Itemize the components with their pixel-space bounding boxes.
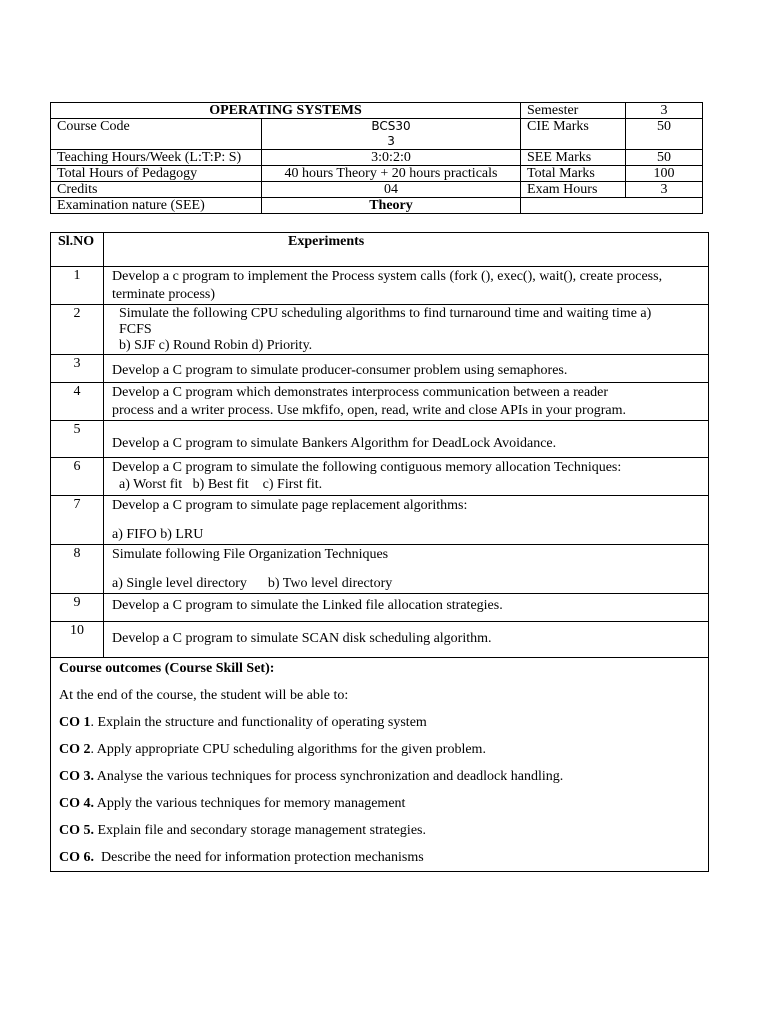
experiments-table — [50, 232, 709, 872]
teaching-hours-label: Teaching Hours/Week (L:T:P: S) — [51, 150, 262, 166]
experiment-text — [104, 458, 709, 496]
experiment-row-8 — [51, 545, 709, 594]
experiment-number: 8 — [51, 545, 104, 594]
course-outcome-6 — [59, 849, 700, 867]
experiment-line: FCFS — [119, 322, 152, 337]
co-code: CO 6. — [59, 850, 94, 865]
semester-value: 3 — [626, 103, 703, 119]
experiment-text — [104, 355, 709, 383]
experiment-number: 10 — [51, 622, 104, 658]
exam-nature-row — [51, 198, 703, 214]
exam-nature-label: Examination nature (SEE) — [51, 198, 262, 214]
course-code-row — [51, 119, 703, 150]
experiment-row-7 — [51, 496, 709, 545]
co-text: Describe the need for information protection mechanisms — [101, 850, 424, 865]
cie-marks-value: 50 — [626, 119, 703, 150]
experiment-row-10 — [51, 622, 709, 658]
experiment-text — [104, 594, 709, 622]
course-code-label: Course Code — [51, 119, 262, 150]
co-code: CO 3. — [59, 769, 94, 784]
co-code: CO 1 — [59, 715, 91, 730]
see-marks-label: SEE Marks — [521, 150, 626, 166]
teaching-hours-value: 3:0:2:0 — [262, 150, 521, 166]
experiment-text — [104, 545, 709, 594]
experiment-row-2 — [51, 305, 709, 355]
co-code: CO 4. — [59, 796, 94, 811]
experiments-header: Experiments — [104, 233, 709, 267]
course-outcomes-section — [51, 658, 709, 872]
experiment-number: 7 — [51, 496, 104, 545]
experiment-text — [104, 267, 709, 305]
cie-marks-label: CIE Marks — [521, 119, 626, 150]
experiment-line: Develop a C program to simulate page replacement algorithms: — [112, 498, 468, 513]
co-text: Apply appropriate CPU scheduling algorithms for the given problem. — [96, 742, 486, 757]
course-outcomes-title: Course outcomes (Course Skill Set): — [59, 661, 275, 676]
course-outcomes-row — [51, 658, 709, 872]
experiment-number: 4 — [51, 383, 104, 421]
experiment-text — [104, 622, 709, 658]
experiment-line: Develop a C program which demonstrates interprocess communication between a reader — [112, 385, 609, 400]
experiment-line: process and a writer process. Use mkfifo, open, read, write and close APIs in your program. — [112, 403, 626, 418]
co-code: CO 5. — [59, 823, 94, 838]
experiment-line: Develop a C program to simulate the Linked file allocation strategies. — [112, 598, 503, 613]
experiment-number: 5 — [51, 421, 104, 458]
credits-label: Credits — [51, 182, 262, 198]
credits-value: 04 — [262, 182, 521, 198]
course-title: OPERATING SYSTEMS — [51, 103, 521, 119]
experiment-line: Develop a C program to simulate the following contiguous memory allocation Techniques: — [112, 460, 622, 475]
co-code: CO 2 — [59, 742, 91, 757]
slno-header: Sl.NO — [51, 233, 104, 267]
credits-row — [51, 182, 703, 198]
exam-nature-value: Theory — [262, 198, 521, 214]
course-outcome-2: CO 2. Apply appropriate CPU scheduling algorithms for the given problem. — [59, 742, 486, 757]
experiment-number: 1 — [51, 267, 104, 305]
experiment-line: Develop a C program to simulate Bankers Algorithm for DeadLock Avoidance. — [112, 436, 557, 451]
experiment-row-4 — [51, 383, 709, 421]
teaching-hours-row — [51, 150, 703, 166]
experiment-number: 9 — [51, 594, 104, 622]
experiment-text — [104, 421, 709, 458]
experiment-text — [104, 305, 709, 355]
see-marks-value: 50 — [626, 150, 703, 166]
pedagogy-value: 40 hours Theory + 20 hours practicals — [262, 166, 521, 182]
title-row — [51, 103, 703, 119]
experiment-row-9 — [51, 594, 709, 622]
experiment-number: 2 — [51, 305, 104, 355]
experiment-line: a) Single level directory b) Two level directory — [112, 576, 393, 591]
co-text: Apply the various techniques for memory management — [96, 796, 406, 811]
experiment-line: Simulate following File Organization Techniques — [112, 547, 389, 562]
pedagogy-row — [51, 166, 703, 182]
experiment-line: Develop a c program to implement the Process system calls (fork (), exec(), wait(), create process, — [112, 269, 663, 284]
semester-label: Semester — [521, 103, 626, 119]
experiment-number: 3 — [51, 355, 104, 383]
course-outcome-3 — [59, 768, 700, 786]
course-outcome-1: CO 1. Explain the structure and functionality of operating system — [59, 715, 427, 730]
co-text: Analyse the various techniques for process synchronization and deadlock handling. — [96, 769, 564, 784]
experiment-row-5 — [51, 421, 709, 458]
course-code-value: BCS30 3 — [262, 119, 521, 150]
experiment-text — [104, 496, 709, 545]
exam-nature-empty — [521, 198, 703, 214]
experiment-number: 6 — [51, 458, 104, 496]
co-text: Explain file and secondary storage management strategies. — [97, 823, 426, 838]
course-info-table — [50, 102, 703, 214]
total-marks-label: Total Marks — [521, 166, 626, 182]
experiment-row-1 — [51, 267, 709, 305]
course-outcome-4 — [59, 795, 700, 813]
experiment-line: a) Worst fit b) Best fit c) First fit. — [119, 477, 323, 492]
course-outcome-5 — [59, 822, 700, 840]
experiment-line: a) FIFO b) LRU — [112, 527, 204, 542]
experiment-text — [104, 383, 709, 421]
experiment-line: terminate process) — [112, 287, 216, 302]
experiment-row-6 — [51, 458, 709, 496]
exam-hours-value: 3 — [626, 182, 703, 198]
experiment-line: Develop a C program to simulate SCAN disk scheduling algorithm. — [112, 631, 492, 646]
experiment-row-3 — [51, 355, 709, 383]
pedagogy-label: Total Hours of Pedagogy — [51, 166, 262, 182]
course-outcomes-intro: At the end of the course, the student will be able to: — [59, 688, 349, 703]
experiment-line: Simulate the following CPU scheduling algorithms to find turnaround time and waiting time a) — [119, 306, 652, 321]
exam-hours-label: Exam Hours — [521, 182, 626, 198]
experiments-header-row — [51, 233, 709, 267]
experiment-line: Develop a C program to simulate producer-consumer problem using semaphores. — [112, 363, 568, 378]
experiment-line: b) SJF c) Round Robin d) Priority. — [119, 338, 313, 353]
co-text: Explain the structure and functionality of operating system — [97, 715, 427, 730]
total-marks-value: 100 — [626, 166, 703, 182]
